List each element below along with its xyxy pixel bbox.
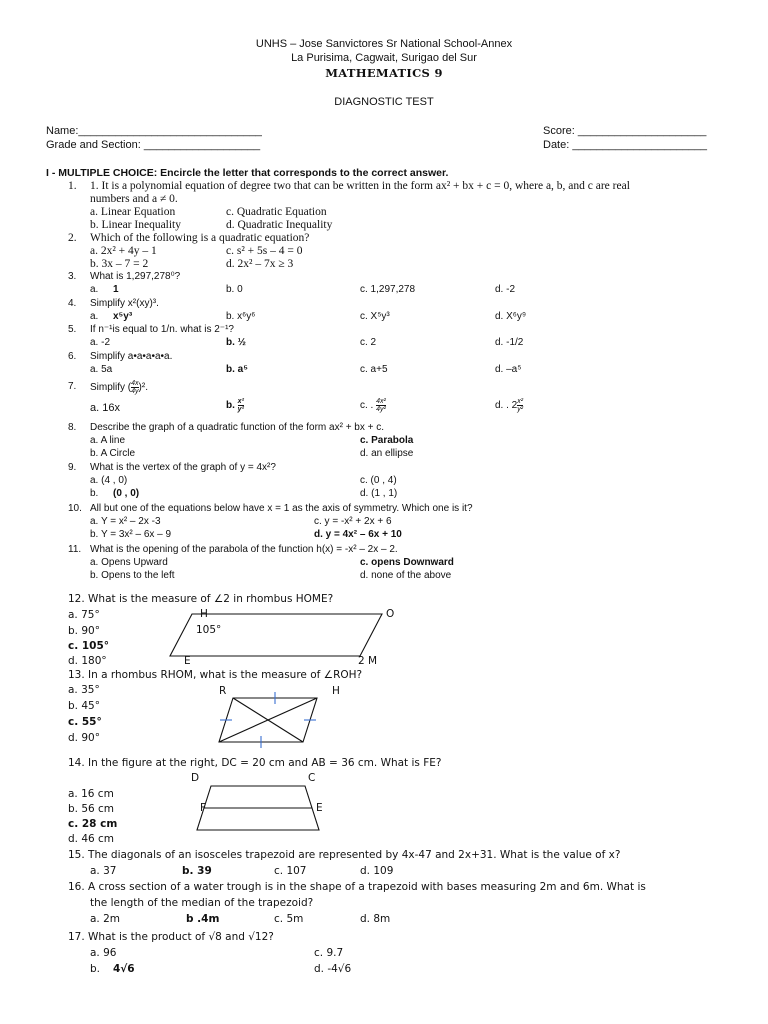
- q3-option-b: b. 0: [226, 284, 243, 295]
- q10-text: All but one of the equations below have x = 1 as the axis of symmetry. Which one is it?: [90, 503, 473, 514]
- q16-option-c: c. 5m: [274, 913, 304, 925]
- q15-option-a: a. 37: [90, 865, 117, 877]
- q6-text: Simplify a•a•a•a•a.: [90, 351, 173, 362]
- q17-option-d: d. -4√6: [314, 963, 352, 975]
- q10-option-d: d. y = 4x² – 6x + 10: [314, 529, 402, 540]
- q7-option-a: a. 16x: [90, 402, 120, 414]
- q16-option-a: a. 2m: [90, 913, 121, 925]
- q13-option-a: a. 35°: [68, 684, 100, 696]
- q7-option-c: c. . $\frac{\text{4x²}}{\text{4y²}}$: [360, 398, 386, 413]
- q14-fig-label-c: C: [308, 772, 316, 784]
- q14-option-c: c. 28 cm: [68, 818, 118, 830]
- q8-option-c: c. Parabola: [360, 435, 414, 446]
- q15-text: 15. The diagonals of an isosceles trapezoid are represented by 4x-47 and 2x+31. What is the value of x?: [68, 849, 621, 861]
- q2-text: Which of the following is a quadratic equation?: [90, 232, 310, 244]
- q10-option-c: c. y = -x² + 2x + 6: [314, 516, 392, 527]
- q9-option-b-letter: b.: [90, 488, 99, 499]
- q5-option-a: a. -2: [90, 337, 111, 348]
- q7-option-d: d. . 2 $\frac{\text{x²}}{\text{y²}}$: [495, 398, 524, 413]
- q3-option-c: c. 1,297,278: [360, 284, 416, 295]
- q1-option-a: a. Linear Equation: [90, 206, 176, 218]
- q2-option-b: b. 3x – 7 = 2: [90, 258, 149, 270]
- q12-text: 12. What is the measure of ∠2 in rhombus HOME?: [68, 593, 334, 605]
- q13-option-c: c. 55°: [68, 716, 102, 728]
- q1-option-c: c. Quadratic Equation: [226, 206, 327, 218]
- q14-option-a: a. 16 cm: [68, 788, 114, 800]
- q16-option-d: d. 8m: [360, 913, 391, 925]
- q4-option-d: d. X⁶y⁹: [495, 311, 527, 322]
- q4-number: 4.: [68, 298, 77, 309]
- q9-option-c: c. (0 , 4): [360, 475, 397, 486]
- q15-option-c: c. 107: [274, 865, 307, 877]
- q13-fig-label-h: H: [332, 685, 340, 697]
- q14-fig-label-f: F: [200, 802, 207, 814]
- q7-number: 7.: [68, 381, 77, 392]
- q3-number: 3.: [68, 271, 77, 282]
- q14-fig-label-e: E: [316, 802, 323, 814]
- q12-option-c: c. 105°: [68, 640, 110, 652]
- q7-text: Simplify ( $\frac{4x}{4y}$ )².: [90, 380, 148, 395]
- q11-text: What is the opening of the parabola of the function h(x) = -x² – 2x – 2.: [90, 544, 398, 555]
- q17-option-b-answer: 4√6: [113, 963, 135, 975]
- school-address: La Purisima, Cagwait, Surigao del Sur: [291, 52, 477, 64]
- q11-option-d: d. none of the above: [360, 570, 452, 581]
- q3-text: What is 1,297,278⁰?: [90, 271, 181, 282]
- q8-text: Describe the graph of a quadratic function of the form ax² + bx + c.: [90, 422, 385, 433]
- score-field: Score: _____________________: [543, 125, 707, 137]
- q16-text-line2: the length of the median of the trapezoid?: [90, 897, 314, 909]
- trapezoid-figure: [195, 784, 325, 834]
- q2-option-c: c. s² + 5s – 4 = 0: [226, 245, 303, 257]
- q17-text: 17. What is the product of √8 and √12?: [68, 931, 274, 943]
- q12-fig-label-e: E: [184, 655, 191, 667]
- q12-option-a: a. 75°: [68, 609, 100, 621]
- q6-option-b: b. a⁵: [226, 364, 248, 375]
- q2-option-d: d. 2x² – 7x ≥ 3: [226, 258, 294, 270]
- q2-option-a: a. 2x² + 4y – 1: [90, 245, 157, 257]
- q13-option-d: d. 90°: [68, 732, 100, 744]
- school-name: UNHS – Jose Sanvictores Sr National School-Annex: [255, 38, 513, 50]
- q9-option-a: a. (4 , 0): [90, 475, 128, 486]
- q5-option-b: b. ½: [226, 337, 247, 348]
- q4-option-c: c. X⁵y³: [360, 311, 390, 322]
- q17-option-b-letter: b.: [90, 963, 101, 975]
- q12-fig-angle-label: 105°: [196, 624, 222, 636]
- q11-option-b: b. Opens to the left: [90, 570, 175, 581]
- q10-option-b: b. Y = 3x² – 6x – 9: [90, 529, 172, 540]
- q5-option-c: c. 2: [360, 337, 377, 348]
- q12-fig-label-o: O: [386, 608, 395, 620]
- q15-option-d: d. 109: [360, 865, 394, 877]
- q4-option-a-answer: x⁵y³: [113, 311, 133, 322]
- name-field: Name:______________________________: [46, 125, 262, 137]
- q6-option-d: d. –a⁵: [495, 364, 522, 375]
- q5-text: If n⁻¹is equal to 1/n. what is 2⁻¹?: [90, 324, 234, 335]
- instructions: I - MULTIPLE CHOICE: Encircle the letter that corresponds to the correct answer.: [46, 167, 449, 179]
- q8-number: 8.: [68, 422, 77, 433]
- q3-option-d: d. -2: [495, 284, 516, 295]
- q9-number: 9.: [68, 462, 77, 473]
- q14-fig-label-d: D: [191, 772, 200, 784]
- q7-option-b: b. $\frac{\text{x²}}{\text{y²}}$: [226, 398, 244, 413]
- q3-option-a-answer: 1: [113, 284, 119, 295]
- q8-option-d: d. an ellipse: [360, 448, 414, 459]
- q8-option-b: b. A Circle: [90, 448, 136, 459]
- q5-option-d: d. -1/2: [495, 337, 524, 348]
- q14-option-b: b. 56 cm: [68, 803, 115, 815]
- q10-option-a: a. Y = x² – 2x -3: [90, 516, 161, 527]
- q16-text-line1: 16. A cross section of a water trough is in the shape of a trapezoid with bases measuring 2m and 6m. What is: [68, 881, 646, 893]
- q13-fig-label-r: R: [219, 685, 227, 697]
- subject-title: MATHEMATICS 9: [325, 66, 443, 80]
- q1-text-line2: numbers and a ≠ 0.: [90, 193, 178, 205]
- q9-option-b-answer: (0 , 0): [113, 488, 140, 499]
- q4-text: Simplify x²(xy)³.: [90, 298, 159, 309]
- q1-option-b: b. Linear Inequality: [90, 219, 182, 231]
- q3-option-a-letter: a.: [90, 284, 99, 295]
- q12-fig-label-h: H: [200, 608, 208, 620]
- q5-number: 5.: [68, 324, 77, 335]
- q16-option-b: b .4m: [186, 913, 220, 925]
- q10-number: 10.: [68, 503, 82, 514]
- q12-option-d: d. 180°: [68, 655, 107, 667]
- q6-option-c: c. a+5: [360, 364, 388, 375]
- q11-option-a: a. Opens Upward: [90, 557, 168, 568]
- q14-text: 14. In the figure at the right, DC = 20 cm and AB = 36 cm. What is FE?: [68, 757, 442, 769]
- diagonal-hm: [219, 698, 317, 742]
- rhombus-rhom-figure: [215, 690, 325, 750]
- q13-option-b: b. 45°: [68, 700, 100, 712]
- q12-fig-label-m: 2 M: [358, 655, 378, 667]
- q4-option-b: b. x⁶y⁶: [226, 311, 256, 322]
- q1-option-d: d. Quadratic Inequality: [226, 219, 333, 231]
- q8-option-a: a. A line: [90, 435, 126, 446]
- test-title: DIAGNOSTIC TEST: [334, 96, 434, 108]
- q6-option-a: a. 5a: [90, 364, 113, 375]
- q4-option-a-letter: a.: [90, 311, 99, 322]
- q17-option-a: a. 96: [90, 947, 117, 959]
- q12-option-b: b. 90°: [68, 625, 100, 637]
- q14-option-d: d. 46 cm: [68, 833, 115, 845]
- q13-text: 13. In a rhombus RHOM, what is the measure of ∠ROH?: [68, 669, 363, 681]
- q2-number: 2.: [68, 232, 77, 244]
- q6-number: 6.: [68, 351, 77, 362]
- q15-option-b: b. 39: [182, 865, 212, 877]
- q9-option-d: d. (1 , 1): [360, 488, 398, 499]
- q1-number: 1.: [68, 180, 77, 192]
- q11-number: 11.: [68, 544, 82, 555]
- q17-option-c: c. 9.7: [314, 947, 344, 959]
- q9-text: What is the vertex of the graph of y = 4x²?: [90, 462, 276, 473]
- q1-text-line1: 1. It is a polynomial equation of degree two that can be written in the form ax² + bx + c = 0, where a, b, and c are real: [90, 180, 630, 192]
- date-field: Date: ______________________: [543, 139, 707, 151]
- q11-option-c: c. opens Downward: [360, 557, 454, 568]
- grade-section-field: Grade and Section: ___________________: [46, 139, 261, 151]
